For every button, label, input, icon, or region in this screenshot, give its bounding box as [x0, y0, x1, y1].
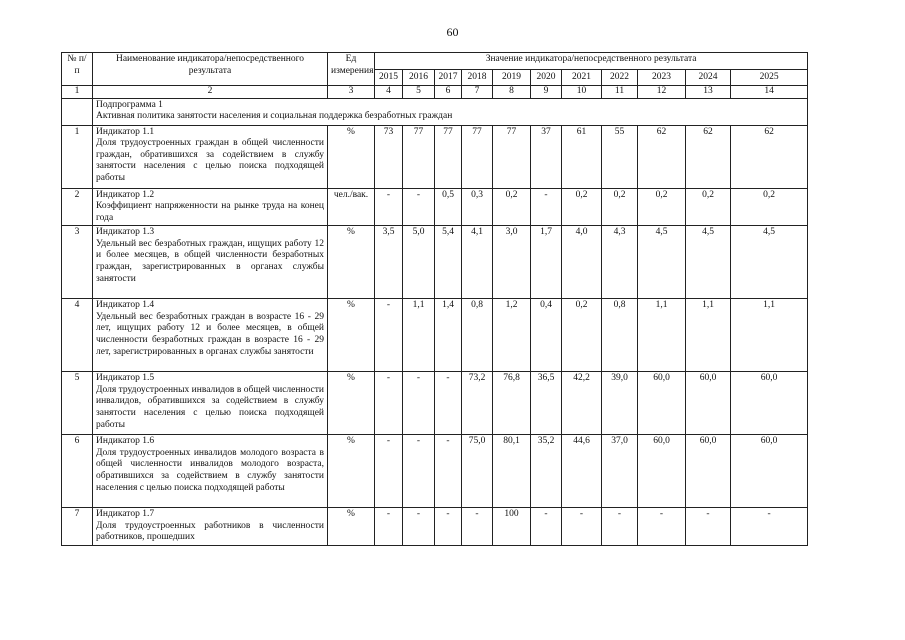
indicator-unit: %: [328, 372, 375, 435]
indicator-description: Удельный вес безработных граждан, ищущих работу 12 и более месяцев, в общей численности безработных граждан, зарегистрированных в органах службы занятости: [96, 238, 324, 284]
indicator-description: Удельный вес безработных граждан в возрасте 16 - 29 лет, ищущих работу 12 и более месяцев, в общей численности безработных граждан в возрасте 16 - 29 лет, зарегистрированных в органах службы занятости: [96, 311, 324, 357]
indicator-name-cell: [93, 435, 328, 508]
indicator-value: 77: [403, 125, 435, 188]
subprogram-cell: [93, 98, 808, 125]
indicator-value: 55: [602, 125, 638, 188]
indicator-unit: %: [328, 226, 375, 299]
indicator-value: 60,0: [686, 435, 731, 508]
indicator-name-cell: [93, 372, 328, 435]
subprogram-title: Подпрограмма 1: [96, 99, 163, 110]
indicator-value: 62: [686, 125, 731, 188]
indicator-value: -: [531, 508, 562, 546]
table-row: [62, 125, 808, 188]
indicator-value: -: [531, 188, 562, 226]
indicator-value: -: [403, 372, 435, 435]
indicator-value: 0,2: [602, 188, 638, 226]
indicator-value: -: [375, 508, 403, 546]
indicator-value: 5,0: [403, 226, 435, 299]
indicator-value: -: [435, 435, 462, 508]
indicator-title: Индикатор 1.2: [96, 189, 155, 200]
table-row: [62, 299, 808, 372]
indicator-value: 80,1: [493, 435, 531, 508]
indicator-value: -: [375, 299, 403, 372]
indicator-value: 77: [435, 125, 462, 188]
indicator-description: Доля трудоустроенных граждан в общей численности граждан, обратившихся за содействием в службу занятости населения с целью поиска подходящей работы: [96, 138, 324, 183]
indicator-value: 62: [731, 125, 808, 188]
indicator-value: 1,1: [638, 299, 686, 372]
row-number: 2: [62, 188, 93, 226]
indicator-title: Индикатор 1.6: [96, 436, 155, 447]
indicators-table: [61, 52, 808, 546]
indicator-value: 4,5: [638, 226, 686, 299]
table-row: [62, 435, 808, 508]
indicator-value: 73: [375, 125, 403, 188]
indicator-unit: чел./вак.: [328, 188, 375, 226]
header-year: 2021: [562, 70, 602, 86]
table-row: [62, 226, 808, 299]
header-year: 2015: [375, 70, 403, 86]
indicator-value: 60,0: [638, 372, 686, 435]
table-row: [62, 188, 808, 226]
indicator-value: 44,6: [562, 435, 602, 508]
indicator-value: 3,0: [493, 226, 531, 299]
indicator-value: 3,5: [375, 226, 403, 299]
indicator-value: 0,2: [493, 188, 531, 226]
indicator-value: 4,0: [562, 226, 602, 299]
indicator-value: 0,8: [602, 299, 638, 372]
indicator-value: -: [403, 508, 435, 546]
indicator-value: 36,5: [531, 372, 562, 435]
column-numbers-row: [62, 86, 808, 99]
indicator-value: 0,2: [686, 188, 731, 226]
indicator-value: 75,0: [462, 435, 493, 508]
indicator-value: 61: [562, 125, 602, 188]
indicator-value: 0,4: [531, 299, 562, 372]
indicator-description: Доля трудоустроенных работников в численности работников, прошедших: [96, 520, 324, 543]
indicator-value: 42,2: [562, 372, 602, 435]
indicator-name-cell: [93, 188, 328, 226]
indicator-value: 1,1: [731, 299, 808, 372]
indicator-value: 4,3: [602, 226, 638, 299]
indicator-value: 77: [493, 125, 531, 188]
indicator-value: -: [638, 508, 686, 546]
indicator-value: 4,5: [686, 226, 731, 299]
indicator-value: 37: [531, 125, 562, 188]
column-number: 10: [562, 86, 602, 99]
indicator-value: -: [602, 508, 638, 546]
column-number: 14: [731, 86, 808, 99]
header-year: 2023: [638, 70, 686, 86]
header-year: 2025: [731, 70, 808, 86]
indicator-name-cell: [93, 226, 328, 299]
indicator-value: 37,0: [602, 435, 638, 508]
indicator-value: -: [375, 372, 403, 435]
indicator-value: -: [403, 188, 435, 226]
row-number: 5: [62, 372, 93, 435]
table-row: [62, 372, 808, 435]
column-number: 13: [686, 86, 731, 99]
indicator-value: -: [435, 508, 462, 546]
indicator-value: -: [731, 508, 808, 546]
column-number: 9: [531, 86, 562, 99]
header-year: 2020: [531, 70, 562, 86]
indicator-value: -: [686, 508, 731, 546]
column-number: 2: [93, 86, 328, 99]
indicator-value: -: [435, 372, 462, 435]
indicator-unit: %: [328, 125, 375, 188]
indicator-value: 1,1: [686, 299, 731, 372]
column-number: 12: [638, 86, 686, 99]
indicator-value: 0,2: [638, 188, 686, 226]
indicator-value: 1,7: [531, 226, 562, 299]
header-name: Наименование индикатора/непосредственного результата: [93, 53, 328, 86]
indicator-value: -: [403, 435, 435, 508]
header-values-group: Значение индикатора/непосредственного результата: [375, 53, 808, 70]
column-number: 1: [62, 86, 93, 99]
indicator-value: 60,0: [731, 372, 808, 435]
indicator-unit: %: [328, 435, 375, 508]
indicator-title: Индикатор 1.7: [96, 509, 155, 520]
indicator-value: -: [375, 188, 403, 226]
indicator-unit: %: [328, 508, 375, 546]
indicator-value: 0,2: [562, 188, 602, 226]
indicator-value: 77: [462, 125, 493, 188]
indicator-value: 60,0: [731, 435, 808, 508]
indicator-value: 1,2: [493, 299, 531, 372]
indicator-value: -: [375, 435, 403, 508]
header-num: № п/п: [62, 53, 93, 86]
header-year: 2024: [686, 70, 731, 86]
header-year: 2022: [602, 70, 638, 86]
indicator-value: 4,5: [731, 226, 808, 299]
row-number: 4: [62, 299, 93, 372]
subprogram-name: Активная политика занятости населения и социальная поддержка безработных граждан: [96, 111, 453, 122]
column-number: 7: [462, 86, 493, 99]
subprogram-row: [62, 98, 808, 125]
indicator-value: 0,3: [462, 188, 493, 226]
indicator-name-cell: [93, 125, 328, 188]
column-number: 5: [403, 86, 435, 99]
indicator-title: Индикатор 1.4: [96, 300, 155, 311]
indicator-description: Доля трудоустроенных инвалидов в общей численности инвалидов, обратившихся за содействием в службу занятости населения с целью поиска подходящей работы: [96, 384, 324, 430]
indicator-value: 62: [638, 125, 686, 188]
indicator-value: 1,1: [403, 299, 435, 372]
indicator-value: 5,4: [435, 226, 462, 299]
column-number: 6: [435, 86, 462, 99]
indicator-value: 39,0: [602, 372, 638, 435]
indicator-value: 35,2: [531, 435, 562, 508]
indicator-value: 4,1: [462, 226, 493, 299]
column-number: 3: [328, 86, 375, 99]
header-year: 2018: [462, 70, 493, 86]
indicator-unit: %: [328, 299, 375, 372]
indicator-value: 0,8: [462, 299, 493, 372]
indicator-title: Индикатор 1.1: [96, 126, 155, 137]
indicator-value: 76,8: [493, 372, 531, 435]
indicator-value: 60,0: [686, 372, 731, 435]
indicator-title: Индикатор 1.5: [96, 373, 155, 384]
page-number: 60: [446, 25, 459, 39]
column-number: 4: [375, 86, 403, 99]
subprogram-num-cell: [62, 98, 93, 125]
header-year: 2017: [435, 70, 462, 86]
column-number: 11: [602, 86, 638, 99]
row-number: 7: [62, 508, 93, 546]
table-row: [62, 508, 808, 546]
column-number: 8: [493, 86, 531, 99]
indicator-value: 0,2: [562, 299, 602, 372]
indicator-value: 0,5: [435, 188, 462, 226]
header-year: 2016: [403, 70, 435, 86]
indicator-name-cell: [93, 299, 328, 372]
row-number: 1: [62, 125, 93, 188]
indicator-description: Доля трудоустроенных инвалидов молодого возраста в общей численности инвалидов молодого возраста, обратившихся за содействием в службу занятости населения с целью поиска подходящей работы: [96, 447, 324, 493]
indicator-value: 1,4: [435, 299, 462, 372]
row-number: 6: [62, 435, 93, 508]
indicator-title: Индикатор 1.3: [96, 227, 155, 238]
indicator-value: -: [562, 508, 602, 546]
indicator-description: Коэффициент напряженности на рынке труда на конец года: [96, 201, 324, 223]
indicator-name-cell: [93, 508, 328, 546]
row-number: 3: [62, 226, 93, 299]
indicator-value: 0,2: [731, 188, 808, 226]
indicator-value: 60,0: [638, 435, 686, 508]
indicator-value: -: [462, 508, 493, 546]
header-year: 2019: [493, 70, 531, 86]
indicator-value: 73,2: [462, 372, 493, 435]
header-unit: Ед измерения: [328, 53, 375, 86]
indicator-value: 100: [493, 508, 531, 546]
